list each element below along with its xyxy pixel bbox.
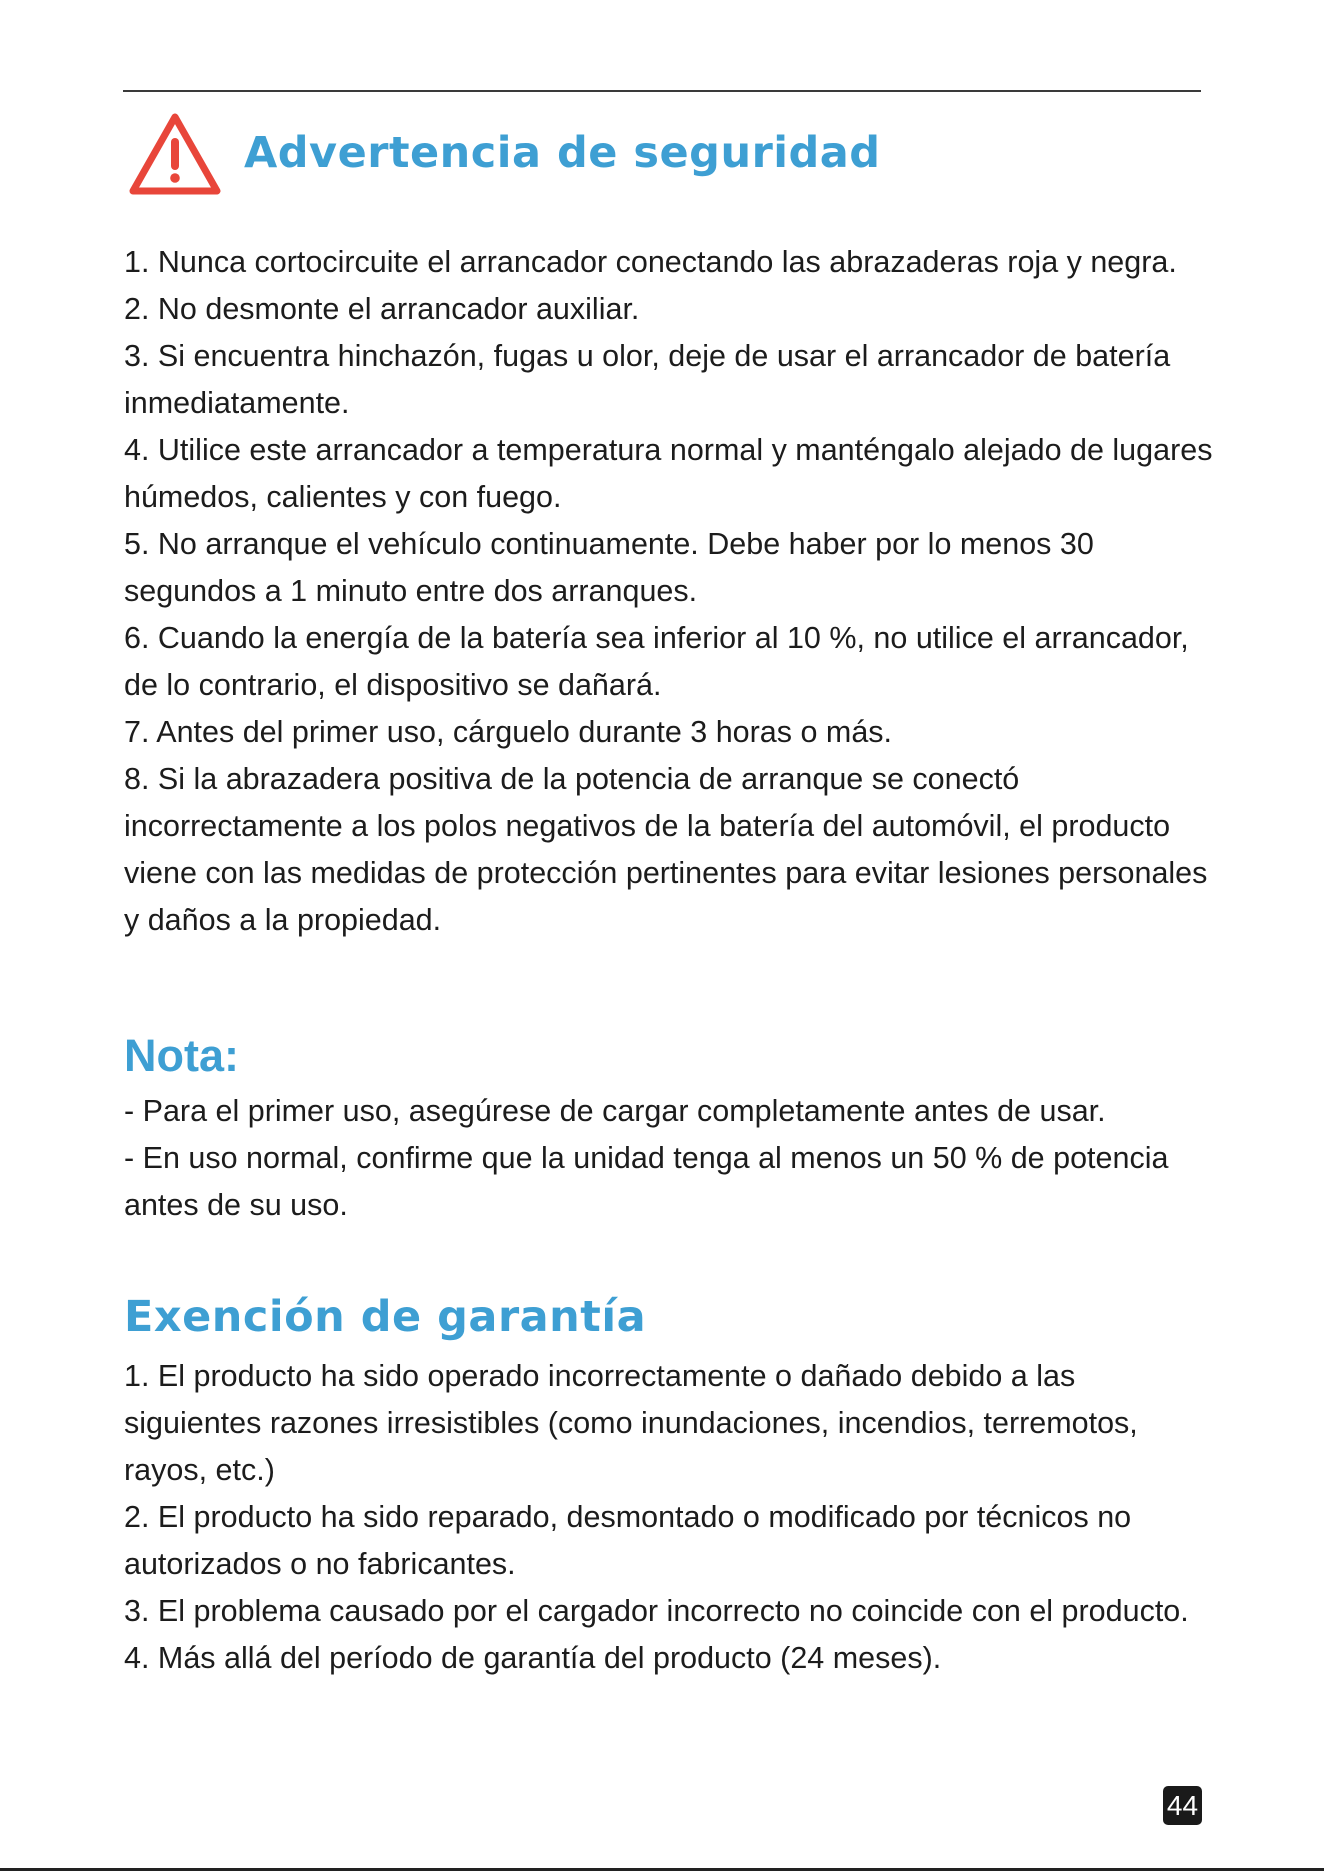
list-item: 1. El producto ha sido operado incorrectamente o dañado debido a las siguientes razones irresistibles (como inundaciones, incendios, terremotos, rayos, etc.) bbox=[124, 1359, 1138, 1487]
list-item: 4. Más allá del período de garantía del producto (24 meses). bbox=[124, 1641, 942, 1675]
list-item: 4. Utilice este arrancador a temperatura normal y manténgalo alejado de lugares húmedos, calientes y con fuego. bbox=[124, 433, 1213, 514]
warning-header bbox=[128, 112, 881, 198]
warning-triangle-icon bbox=[128, 112, 222, 198]
bottom-divider bbox=[0, 1868, 1324, 1871]
page-number: 44 bbox=[1163, 1786, 1202, 1825]
list-item: 7. Antes del primer uso, cárguelo durante 3 horas o más. bbox=[124, 715, 893, 749]
warning-title: Advertencia de seguridad bbox=[244, 128, 881, 178]
warranty-title: Exención de garantía bbox=[124, 1292, 647, 1342]
warranty-list bbox=[124, 1353, 1214, 1682]
note-title: Nota: bbox=[124, 1030, 239, 1081]
list-item: 1. Nunca cortocircuite el arrancador conectando las abrazaderas roja y negra. bbox=[124, 245, 1177, 279]
list-item: - Para el primer uso, asegúrese de cargar completamente antes de usar. bbox=[124, 1094, 1106, 1128]
list-item: 3. Si encuentra hinchazón, fugas u olor, deje de usar el arrancador de batería inmediatamente. bbox=[124, 339, 1171, 420]
list-item: 5. No arranque el vehículo continuamente. Debe haber por lo menos 30 segundos a 1 minuto entre dos arranques. bbox=[124, 527, 1094, 608]
list-item: 6. Cuando la energía de la batería sea inferior al 10 %, no utilice el arrancador, de lo contrario, el dispositivo se dañará. bbox=[124, 621, 1189, 702]
note-list bbox=[124, 1088, 1214, 1229]
list-item: - En uso normal, confirme que la unidad tenga al menos un 50 % de potencia antes de su uso. bbox=[124, 1141, 1169, 1222]
list-item: 2. No desmonte el arrancador auxiliar. bbox=[124, 292, 640, 326]
top-divider bbox=[123, 90, 1201, 92]
list-item: 3. El problema causado por el cargador incorrecto no coincide con el producto. bbox=[124, 1594, 1189, 1628]
list-item: 2. El producto ha sido reparado, desmontado o modificado por técnicos no autorizados o no fabricantes. bbox=[124, 1500, 1132, 1581]
list-item: 8. Si la abrazadera positiva de la potencia de arranque se conectó incorrectamente a los polos negativos de la batería del automóvil, el producto viene con las medidas de protección pertinentes para evitar lesiones personales y daños a la propiedad. bbox=[124, 762, 1208, 937]
warning-list bbox=[124, 239, 1214, 944]
